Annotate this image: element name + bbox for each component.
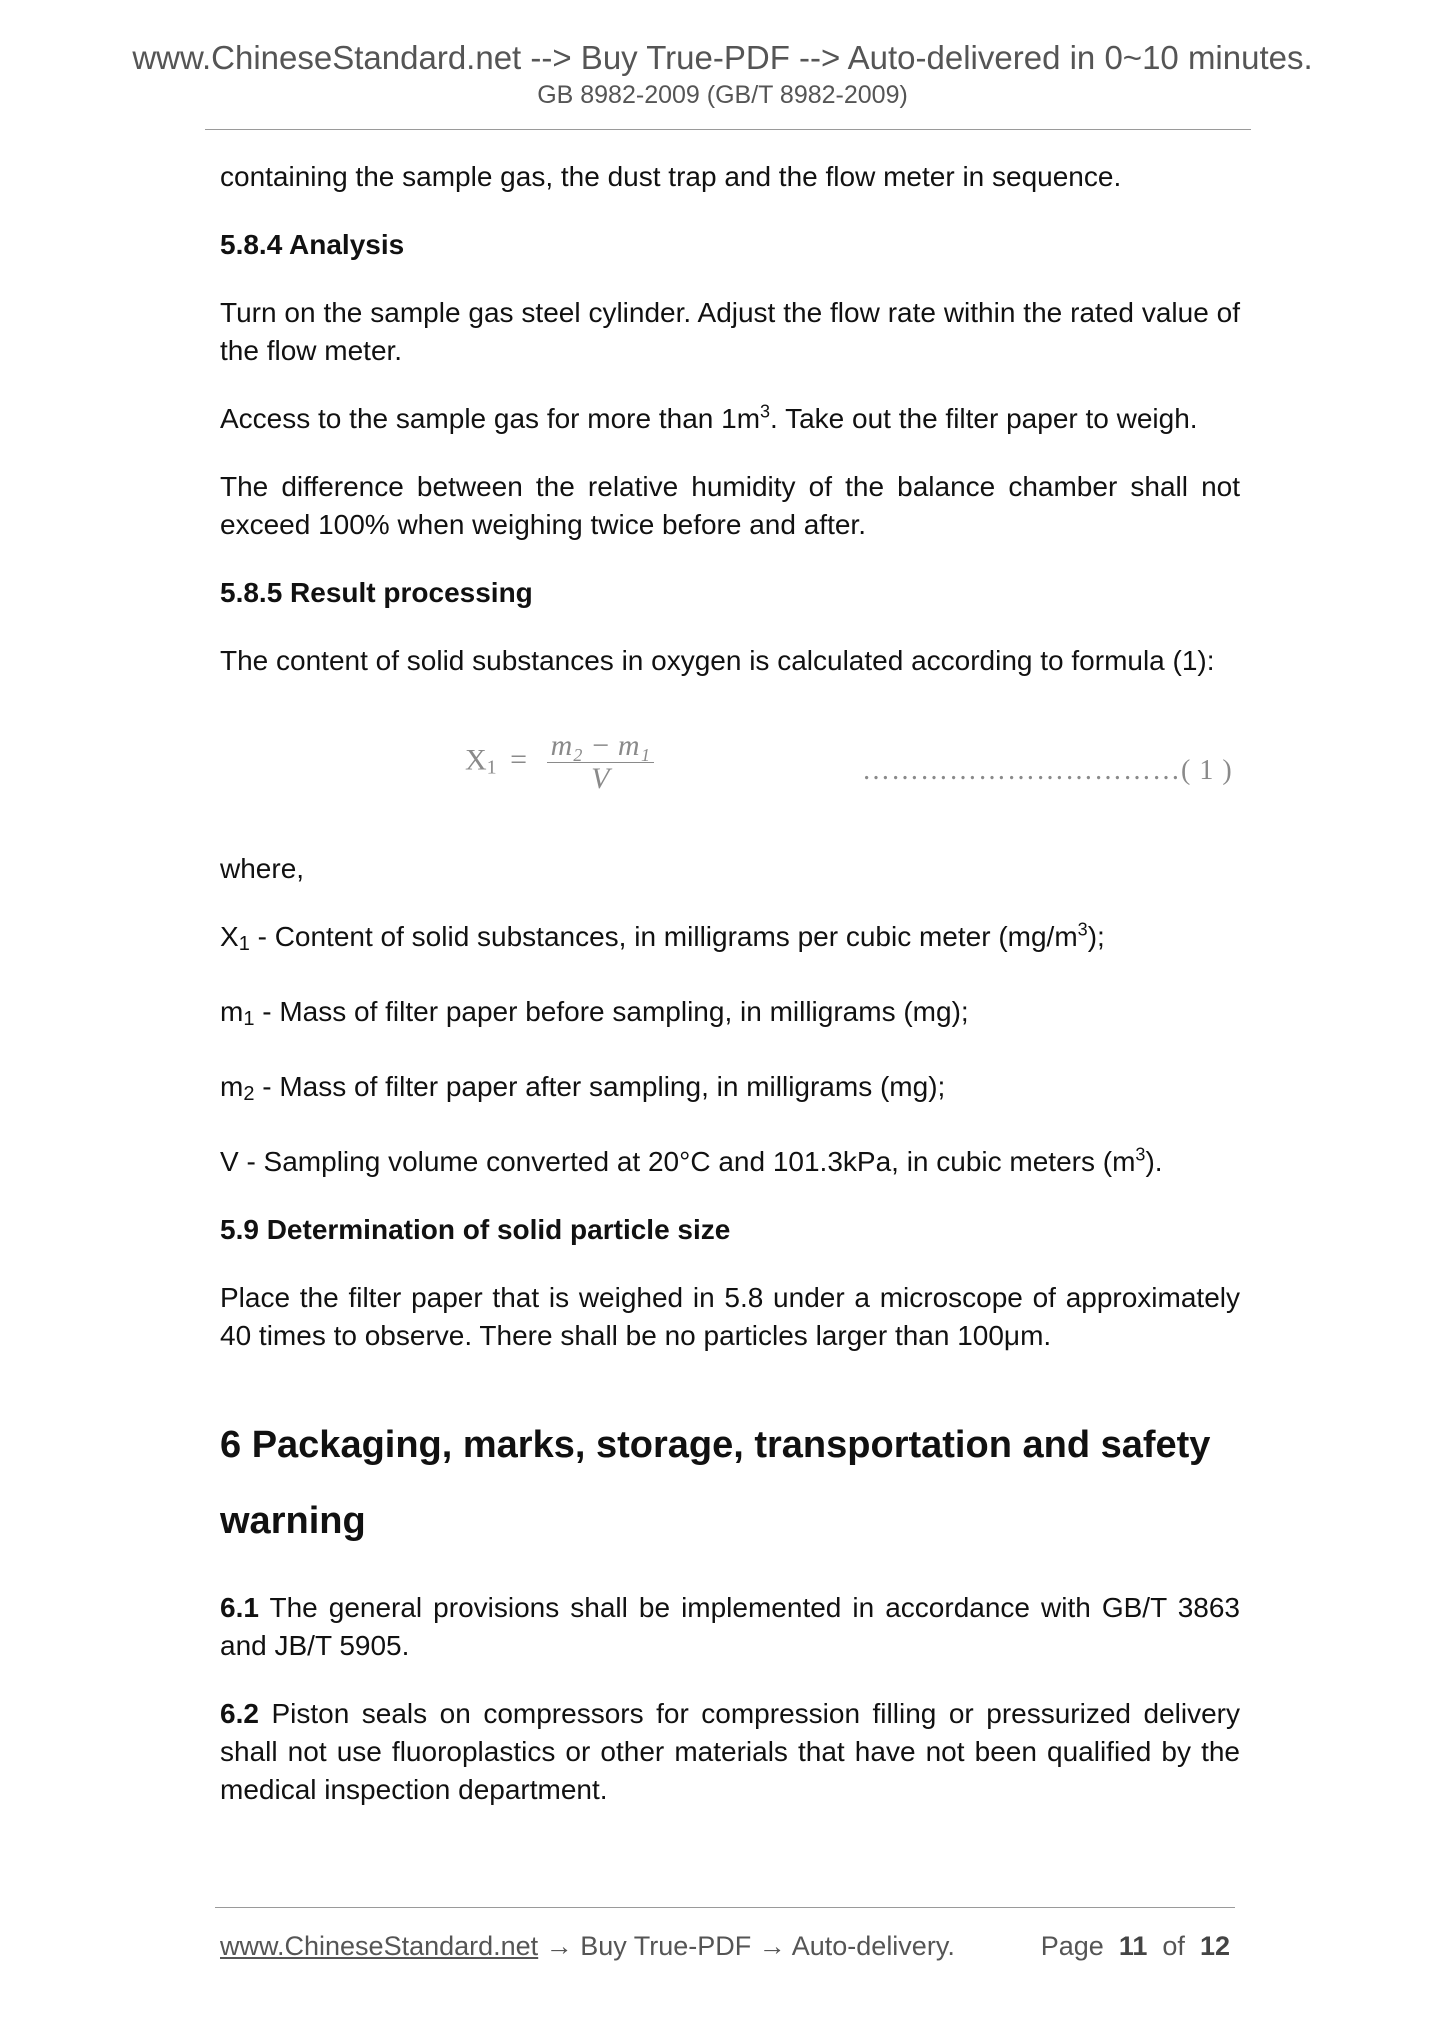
page-current: 11 [1118, 1931, 1148, 1961]
clause-number: 6.1 [220, 1592, 259, 1623]
definition-m2 [220, 1068, 1240, 1113]
symbol: m [220, 996, 244, 1027]
subscript: 1 [238, 933, 250, 955]
paragraph-result-1: The content of solid substances in oxygen is calculated according to formula (1): [220, 645, 1215, 676]
paragraph-particle-size: Place the filter paper that is weighed in 5.8 under a microscope of approximately 40 times to observe. There shall be no particles larger than 100μm. [220, 1282, 1240, 1351]
header-banner: www.ChineseStandard.net --> Buy True-PDF --> Auto-delivered in 0~10 minutes. [132, 39, 1313, 76]
text-span: ). [1145, 1146, 1163, 1177]
text-span: - Mass of filter paper after sampling, in milligrams (mg); [254, 1071, 946, 1102]
formula-fraction [547, 730, 654, 795]
page-footer [220, 1928, 1230, 1964]
subscript: 1 [243, 1008, 255, 1030]
paragraph-analysis-2 [220, 400, 1240, 438]
footer-site-link[interactable]: www.ChineseStandard.net [220, 1931, 539, 1961]
header-divider [205, 129, 1251, 130]
page-indicator [1041, 1928, 1230, 1964]
formula-equals: = [510, 743, 528, 777]
definition-v [220, 1143, 1240, 1181]
formula-denominator: V [591, 762, 610, 795]
formula-number-label: ( 1 ) [1181, 755, 1233, 786]
heading-5-8-5: 5.8.5 Result processing [220, 577, 533, 608]
subscript: 2 [243, 1083, 255, 1105]
formula-leader-dots: …………………………… [862, 755, 1181, 786]
text-span: . Take out the filter paper to weigh. [770, 403, 1198, 434]
page-total: 12 [1199, 1931, 1230, 1961]
heading-section-6: 6 Packaging, marks, storage, transportation and safety warning [220, 1424, 1211, 1542]
superscript: 3 [1077, 919, 1088, 940]
of-label: of [1162, 1931, 1185, 1961]
symbol: m [220, 1071, 244, 1102]
footer-tagline: → Buy True-PDF → Auto-delivery. [538, 1931, 955, 1961]
paragraph-continuation: containing the sample gas, the dust trap and the flow meter in sequence. [220, 161, 1122, 192]
text-span: ); [1087, 921, 1105, 952]
paragraph-6-2 [220, 1695, 1240, 1809]
page-label: Page [1040, 1931, 1104, 1961]
clause-number: 6.2 [220, 1698, 259, 1729]
page-content [220, 158, 1240, 1839]
paragraph-analysis-1: Turn on the sample gas steel cylinder. Adjust the flow rate within the rated value of the flow meter. [220, 297, 1240, 366]
superscript: 3 [1135, 1144, 1146, 1165]
formula-numerator: m₂ − m₁ [547, 730, 654, 763]
definition-m1 [220, 993, 1240, 1038]
footer-divider [215, 1907, 1235, 1908]
text-span: - Mass of filter paper before sampling, in milligrams (mg); [254, 996, 969, 1027]
formula-expression [465, 730, 654, 795]
paragraph-6-1 [220, 1589, 1240, 1665]
formula-1 [220, 680, 1240, 840]
heading-5-8-4: 5.8.4 Analysis [220, 229, 405, 260]
formula-lhs: X [465, 743, 487, 777]
superscript: 3 [760, 401, 771, 422]
standard-number: GB 8982-2009 (GB/T 8982-2009) [537, 81, 908, 109]
heading-5-9: 5.9 Determination of solid particle size [220, 1214, 731, 1245]
where-label: where, [220, 853, 305, 884]
text-span: Access to the sample gas for more than 1m [220, 403, 761, 434]
text-span: Piston seals on compressors for compression filling or pressurized delivery shall not use fluoroplastics or other materials that have not been qualified by the medical inspection department. [220, 1698, 1240, 1805]
symbol: X [220, 921, 239, 952]
paragraph-analysis-3: The difference between the relative humidity of the balance chamber shall not exceed 100% when weighing twice before and after. [220, 471, 1240, 540]
formula-lhs-subscript: 1 [486, 756, 497, 779]
text-span: - Content of solid substances, in milligrams per cubic meter (mg/m [249, 921, 1078, 952]
text-span: The general provisions shall be implemented in accordance with GB/T 3863 and JB/T 5905. [220, 1592, 1240, 1661]
formula-number [862, 752, 1233, 790]
definition-x1 [220, 918, 1240, 963]
text-span: V - Sampling volume converted at 20°C and 101.3kPa, in cubic meters (m [220, 1146, 1136, 1177]
